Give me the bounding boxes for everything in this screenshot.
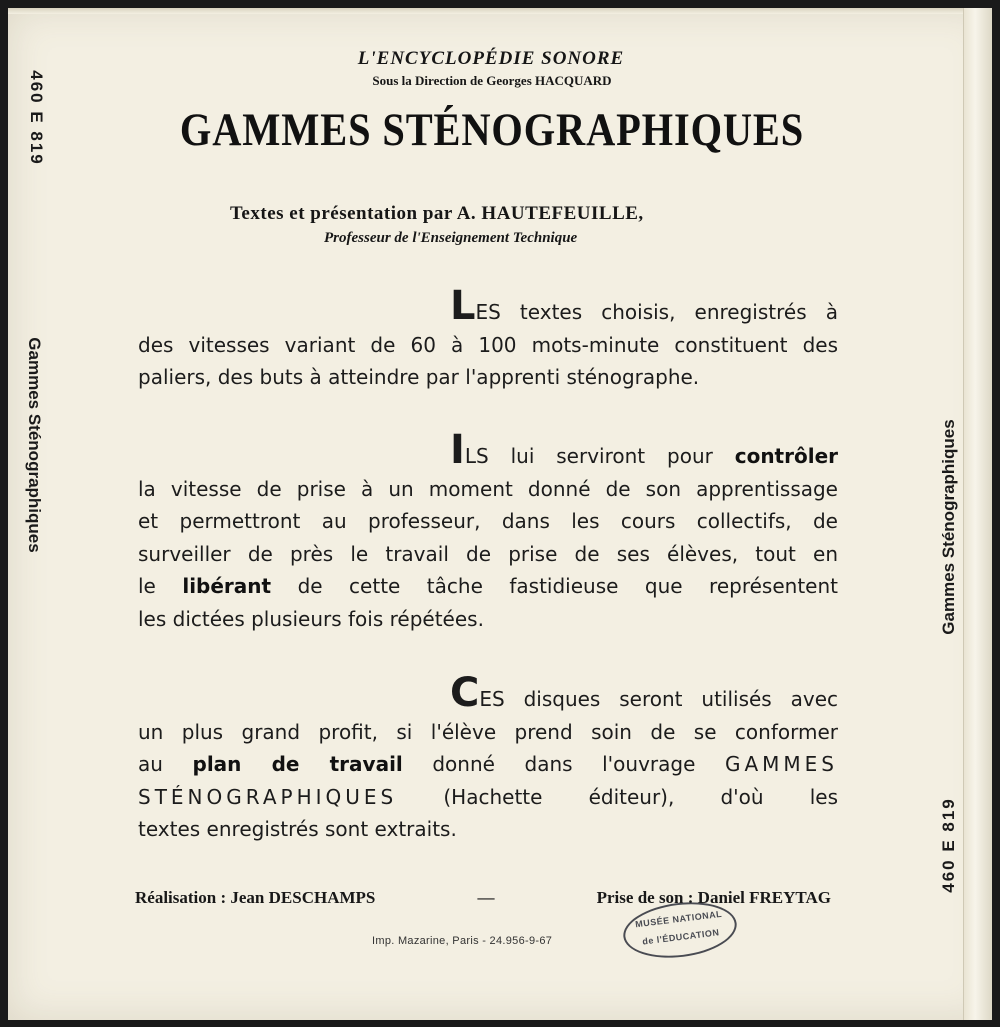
spine-right-title: Gammes Sténographiques — [939, 419, 958, 635]
spine-left-catalog-code: 460 E 819 — [27, 70, 46, 166]
emphasis-plan-de-travail: plan de travail — [192, 752, 403, 776]
emphasis-controler: contrôler — [734, 444, 838, 468]
paragraph-1-line-2: des vitesses variant de 60 à 100 mots-minute constituent des — [138, 332, 838, 357]
paragraph-3-text-3c: donné dans l'ouvrage — [402, 752, 725, 776]
stamp-line-2: de l'ÉDUCATION — [641, 927, 720, 947]
paragraph-3-text-1: ES disques seront utilisés avec — [479, 687, 838, 711]
paragraph-2-line-3: et permettront au professeur, dans les cours collectifs, de — [138, 509, 838, 533]
paragraph-2 — [138, 427, 838, 635]
paragraph-1-line-3: paliers, des buts à atteindre par l'apprenti sténographe. — [138, 365, 700, 389]
emphasis-liberant: libérant — [182, 574, 272, 598]
credit-separator: — — [477, 888, 495, 907]
realisation-credit: Réalisation : Jean DESCHAMPS — [135, 888, 376, 907]
paragraph-1-text-1: ES textes choisis, enregistrés à — [475, 300, 838, 324]
book-title-part-1: GAMMES — [724, 752, 838, 776]
paragraph-2-text-5c: de cette tâche fastidieuse que représentent — [271, 574, 838, 598]
sleeve-top-edge — [8, 8, 992, 14]
printer-imprint: Imp. Mazarine, Paris - 24.956-9-67 — [372, 935, 553, 947]
sleeve-right-edge — [963, 8, 992, 1020]
dropcap-i: I — [450, 427, 465, 473]
paragraph-2-line-5 — [138, 570, 838, 603]
author-title-line: Professeur de l'Enseignement Technique — [324, 230, 578, 246]
series-direction: Sous la Direction de Georges HACQUARD — [372, 73, 612, 88]
paragraph-3-line-1 — [138, 670, 838, 716]
paragraph-2-text-1a: LS lui serviront pour — [464, 444, 735, 468]
stamp-line-1: MUSÉE NATIONAL — [634, 908, 723, 930]
header — [0, 48, 984, 157]
paragraph-3-line-2: un plus grand profit, si l'élève prend soin de se conformer — [138, 719, 838, 744]
dropcap-c: C — [450, 670, 480, 716]
paragraph-3 — [138, 670, 838, 846]
paragraph-3-line-4 — [138, 781, 838, 814]
paragraph-3-text-3a: au — [138, 752, 193, 776]
production-credits — [135, 888, 831, 908]
paragraph-2-line-6: les dictées plusieurs fois répétées. — [138, 606, 484, 631]
dropcap-l: L — [450, 283, 476, 329]
author-line: Textes et présentation par A. HAUTEFEUILLE, — [230, 203, 644, 224]
paragraph-2-line-1 — [138, 427, 838, 473]
book-title-part-2: STÉNOGRAPHIQUES — [138, 784, 398, 809]
sound-credit: Prise de son : Daniel FREYTAG — [596, 888, 831, 907]
album-title: GAMMES STÉNOGRAPHIQUES — [179, 104, 805, 156]
author-credits — [230, 203, 644, 247]
paragraph-2-text-5a: le — [138, 574, 183, 598]
paragraph-3-text-4b: (Hachette éditeur), d'où les — [397, 784, 838, 809]
paragraph-1-line-1 — [138, 283, 838, 329]
paragraph-2-line-2: la vitesse de prise à un moment donné de son apprentissage — [138, 476, 838, 501]
series-name: L'ENCYCLOPÉDIE SONORE — [357, 48, 625, 69]
paragraph-3-line-3 — [138, 748, 838, 781]
spine-left-title: Gammes Sténographiques — [25, 337, 44, 553]
paragraph-3-line-5: textes enregistrés sont extraits. — [138, 817, 457, 841]
spine-right-catalog-code: 460 E 819 — [939, 797, 958, 893]
paragraph-1 — [138, 283, 838, 394]
paragraph-2-line-4: surveiller de près le travail de prise de ses élèves, tout en — [138, 541, 838, 566]
